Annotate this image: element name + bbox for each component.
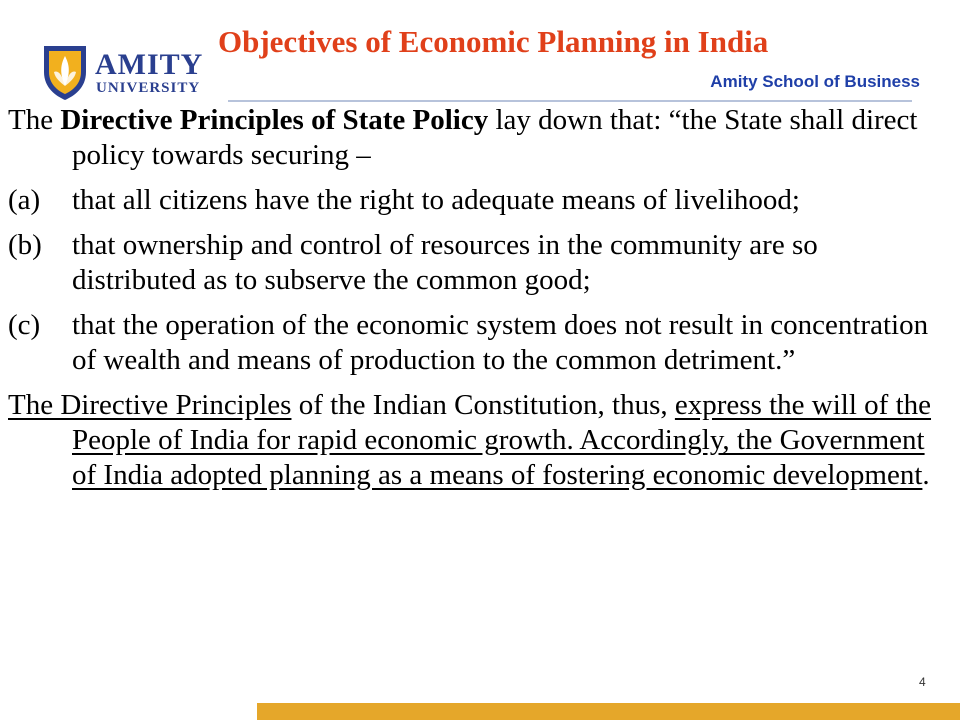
amity-logo [40,40,210,102]
conclusion-middle: of the Indian Constitution, thus, [291,389,675,421]
list-item-a [8,183,943,218]
shield-icon [40,42,90,102]
item-text: that the operation of the economic system does not result in concentration of wealth and means of production to the common detriment.” [72,309,929,376]
logo-subtext: UNIVERSITY [96,80,201,96]
page-number: 4 [919,675,926,689]
intro-prefix: The [8,104,61,136]
conclusion-paragraph [8,388,943,493]
item-label: (b) [8,229,42,261]
item-label: (c) [8,309,41,341]
item-text: that ownership and control of resources in the community are so distributed as to subserve the common good; [72,229,818,296]
conclusion-end: . [922,459,930,491]
footer-bar [257,703,960,720]
intro-paragraph [8,103,943,173]
conclusion-underlined-end: express the will of the People of India for rapid economic growth. Accordingly, the Government of India adopted planning as a means of fostering economic development [72,389,932,491]
list-item-c [8,308,943,378]
school-name: Amity School of Business [710,72,920,91]
intro-bold-term: Directive Principles of State Policy [60,104,489,136]
conclusion-underlined-start: The Directive Principles [8,389,292,421]
slide-body [8,103,943,503]
item-label: (a) [8,184,41,216]
slide-title: Objectives of Economic Planning in India [218,24,769,59]
list-item-b [8,228,943,298]
logo-wordmark: AMITY [95,48,204,81]
header-divider [228,100,912,102]
item-text: that all citizens have the right to adequate means of livelihood; [72,184,800,216]
intro-suffix: lay down that: “the State shall direct policy towards securing – [72,104,918,171]
